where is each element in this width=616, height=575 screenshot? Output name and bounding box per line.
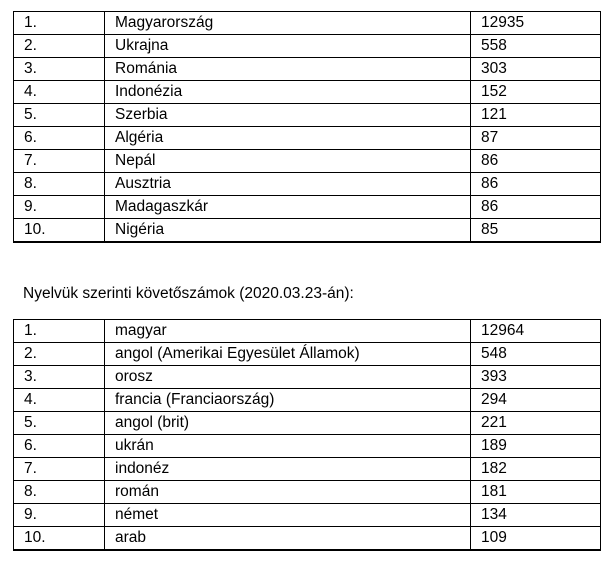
- table-row: [14, 366, 601, 389]
- table-row: [14, 320, 601, 343]
- rank-cell: 8.: [14, 173, 105, 196]
- count-cell: 121: [471, 104, 601, 127]
- table-row: [14, 127, 601, 150]
- rank-cell: 6.: [14, 127, 105, 150]
- language-cell: román: [105, 481, 471, 504]
- language-cell: német: [105, 504, 471, 527]
- rank-cell: 9.: [14, 196, 105, 219]
- country-cell: Ukrajna: [105, 35, 471, 58]
- rank-cell: 7.: [14, 458, 105, 481]
- rank-cell: 4.: [14, 81, 105, 104]
- table-row: [14, 12, 601, 35]
- rank-cell: 2.: [14, 35, 105, 58]
- count-cell: 87: [471, 127, 601, 150]
- rank-cell: 9.: [14, 504, 105, 527]
- count-cell: 134: [471, 504, 601, 527]
- country-cell: Magyarország: [105, 12, 471, 35]
- count-cell: 548: [471, 343, 601, 366]
- country-cell: Indonézia: [105, 81, 471, 104]
- rank-cell: 4.: [14, 389, 105, 412]
- count-cell: 181: [471, 481, 601, 504]
- count-cell: 189: [471, 435, 601, 458]
- count-cell: 85: [471, 219, 601, 243]
- count-cell: 303: [471, 58, 601, 81]
- rank-cell: 3.: [14, 366, 105, 389]
- country-cell: Algéria: [105, 127, 471, 150]
- rank-cell: 1.: [14, 12, 105, 35]
- country-cell: Szerbia: [105, 104, 471, 127]
- language-cell: indonéz: [105, 458, 471, 481]
- table-row: [14, 104, 601, 127]
- rank-cell: 5.: [14, 412, 105, 435]
- count-cell: 294: [471, 389, 601, 412]
- count-cell: 558: [471, 35, 601, 58]
- table-row: [14, 504, 601, 527]
- language-cell: ukrán: [105, 435, 471, 458]
- count-cell: 182: [471, 458, 601, 481]
- table-row: [14, 435, 601, 458]
- count-cell: 221: [471, 412, 601, 435]
- count-cell: 12964: [471, 320, 601, 343]
- country-cell: Madagaszkár: [105, 196, 471, 219]
- count-cell: 393: [471, 366, 601, 389]
- table-row: [14, 343, 601, 366]
- table-row: [14, 458, 601, 481]
- table-row: [14, 150, 601, 173]
- rank-cell: 8.: [14, 481, 105, 504]
- count-cell: 12935: [471, 12, 601, 35]
- count-cell: 86: [471, 196, 601, 219]
- table-row: [14, 58, 601, 81]
- language-cell: angol (brit): [105, 412, 471, 435]
- rank-cell: 1.: [14, 320, 105, 343]
- rank-cell: 6.: [14, 435, 105, 458]
- table-row: [14, 389, 601, 412]
- table-row: [14, 81, 601, 104]
- country-cell: Ausztria: [105, 173, 471, 196]
- country-cell: Nigéria: [105, 219, 471, 243]
- rank-cell: 5.: [14, 104, 105, 127]
- table-row: [14, 481, 601, 504]
- rank-cell: 10.: [14, 527, 105, 551]
- language-cell: magyar: [105, 320, 471, 343]
- language-cell: francia (Franciaország): [105, 389, 471, 412]
- count-cell: 86: [471, 173, 601, 196]
- count-cell: 152: [471, 81, 601, 104]
- language-cell: arab: [105, 527, 471, 551]
- count-cell: 86: [471, 150, 601, 173]
- rank-cell: 3.: [14, 58, 105, 81]
- language-cell: angol (Amerikai Egyesület Államok): [105, 343, 471, 366]
- table-row: [14, 219, 601, 243]
- language-section-caption: Nyelvük szerinti követőszámok (2020.03.23-án):: [23, 285, 354, 302]
- language-cell: orosz: [105, 366, 471, 389]
- table-row: [14, 173, 601, 196]
- country-cell: Románia: [105, 58, 471, 81]
- table-row: [14, 35, 601, 58]
- country-cell: Nepál: [105, 150, 471, 173]
- rank-cell: 7.: [14, 150, 105, 173]
- table-row: [14, 412, 601, 435]
- table-row: [14, 527, 601, 551]
- rank-cell: 10.: [14, 219, 105, 243]
- country-followers-table: [13, 11, 601, 243]
- count-cell: 109: [471, 527, 601, 551]
- language-followers-table: [13, 319, 601, 551]
- rank-cell: 2.: [14, 343, 105, 366]
- table-row: [14, 196, 601, 219]
